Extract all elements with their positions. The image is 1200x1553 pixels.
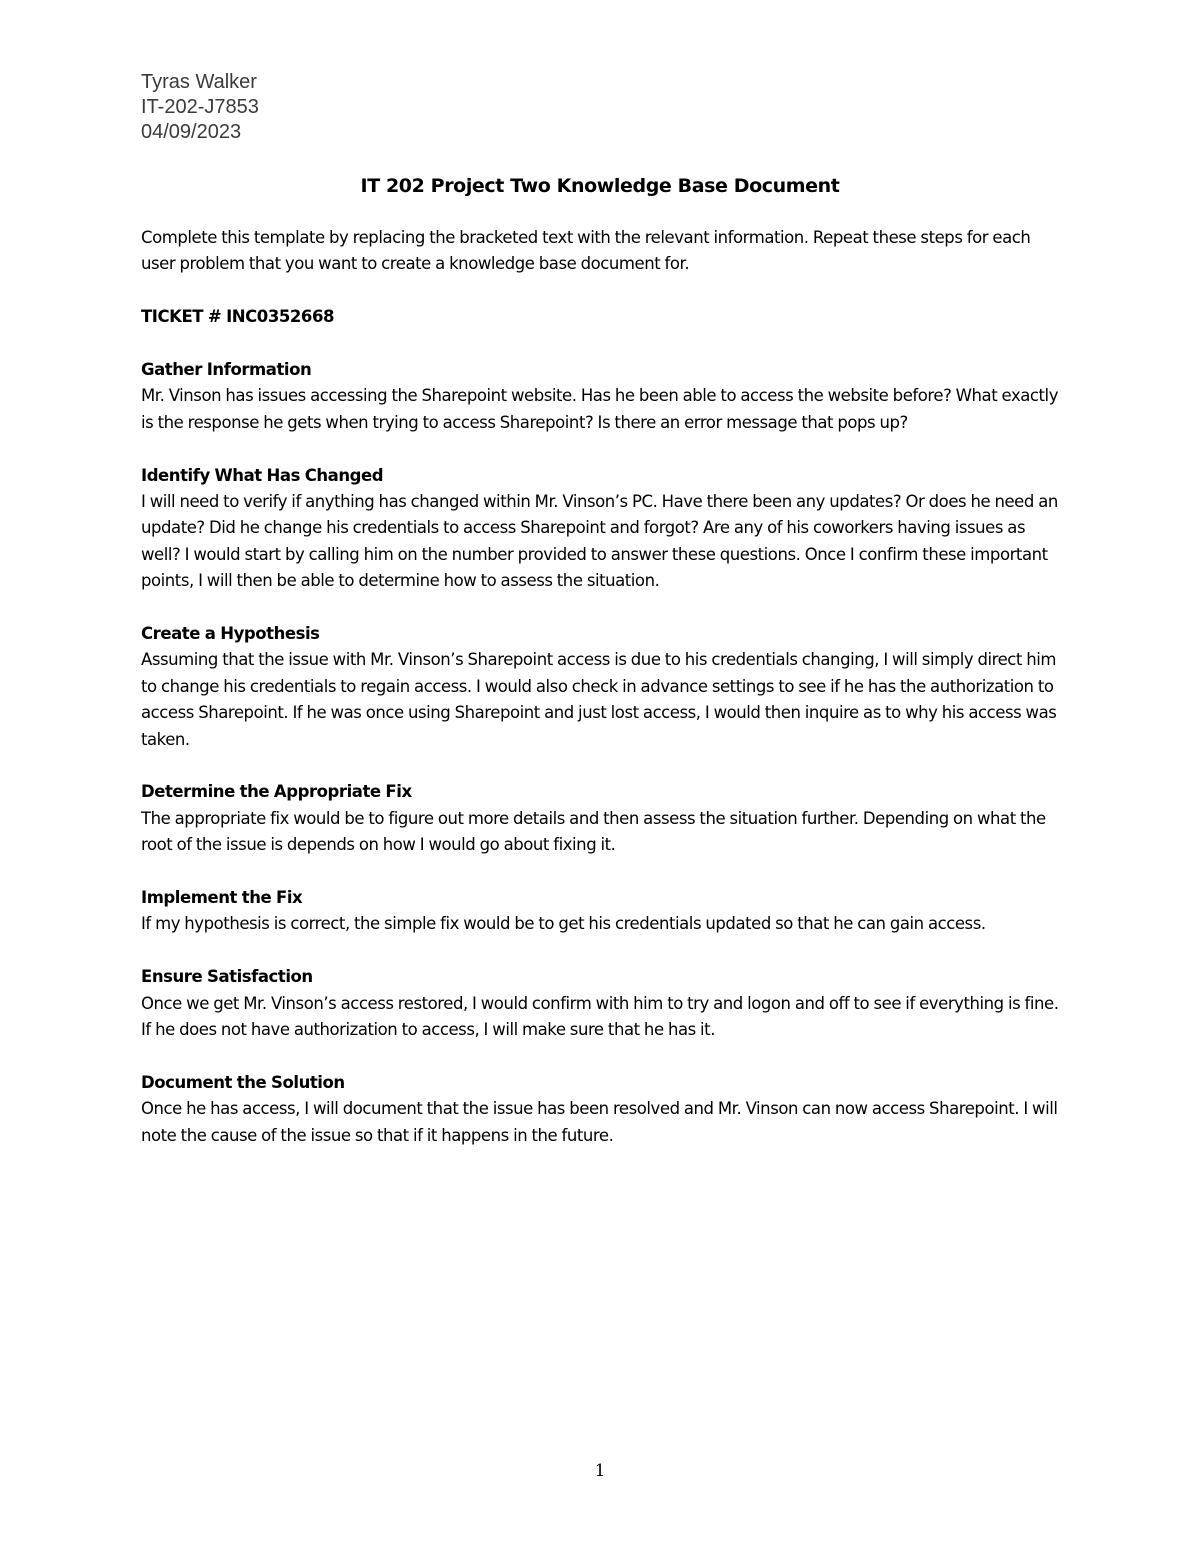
section-determine-appropriate-fix xyxy=(141,779,1066,858)
section-gather-information xyxy=(141,357,1066,436)
section-document-the-solution xyxy=(141,1070,1066,1149)
section-body: The appropriate fix would be to figure out more details and then assess the situation further. Depending on what the root of the issue is depends on how I would go about fixing it. xyxy=(141,808,1046,855)
section-body: I will need to verify if anything has changed within Mr. Vinson’s PC. Have there been any updates? Or does he need an update? Did he change his credentials to access Sharepoint and forgot? Are any of his coworkers having issues as well? I would start by calling him on the number provided to answer these questions. Once I confirm these important points, I will then be able to determine how to assess the situation. xyxy=(141,492,1058,591)
section-heading: Document the Solution xyxy=(141,1072,345,1092)
page-number: 1 xyxy=(594,1461,606,1481)
instructions-paragraph: Complete this template by replacing the bracketed text with the relevant information. Repeat these steps for each user problem that you want to create a knowledge base document for. xyxy=(141,228,1031,274)
section-body: Mr. Vinson has issues accessing the Sharepoint website. Has he been able to access the website before? What exactly is the response he gets when trying to access Sharepoint? Is there an error message that pops up? xyxy=(141,386,1059,432)
section-heading: Identify What Has Changed xyxy=(141,465,384,485)
section-heading: Determine the Appropriate Fix xyxy=(141,782,412,802)
document-date: 04/09/2023 xyxy=(141,121,242,143)
document-body xyxy=(141,225,1066,1175)
section-heading: Gather Information xyxy=(141,360,312,379)
section-implement-the-fix xyxy=(141,885,1066,938)
author-name: Tyras Walker xyxy=(141,71,257,93)
document-header xyxy=(141,70,259,145)
section-body: Once we get Mr. Vinson’s access restored, I would confirm with him to try and logon and off to see if everything is fine. If he does not have authorization to access, I will make sure that he has it. xyxy=(141,993,1059,1040)
section-ensure-satisfaction xyxy=(141,964,1066,1043)
section-heading: Ensure Satisfaction xyxy=(141,967,313,987)
course-code: IT-202-J7853 xyxy=(141,96,259,118)
section-body: If my hypothesis is correct, the simple fix would be to get his credentials updated so that he can gain access. xyxy=(141,914,986,934)
section-body: Assuming that the issue with Mr. Vinson’s Sharepoint access is due to his credentials changing, I will simply direct him to change his credentials to regain access. I would also check in advance settings to see if he has the authorization to access Sharepoint. If he was once using Sharepoint and just lost access, I would then inquire as to why his access was taken. xyxy=(141,650,1057,749)
section-heading: Create a Hypothesis xyxy=(141,624,320,644)
section-create-a-hypothesis xyxy=(141,621,1066,753)
section-identify-what-has-changed xyxy=(141,463,1066,595)
ticket-number: TICKET # INC0352668 xyxy=(141,307,335,327)
section-body: Once he has access, I will document that the issue has been resolved and Mr. Vinson can now access Sharepoint. I will note the cause of the issue so that if it happens in the future. xyxy=(141,1099,1058,1145)
page-title: IT 202 Project Two Knowledge Base Document xyxy=(360,175,840,197)
section-heading: Implement the Fix xyxy=(141,888,303,908)
